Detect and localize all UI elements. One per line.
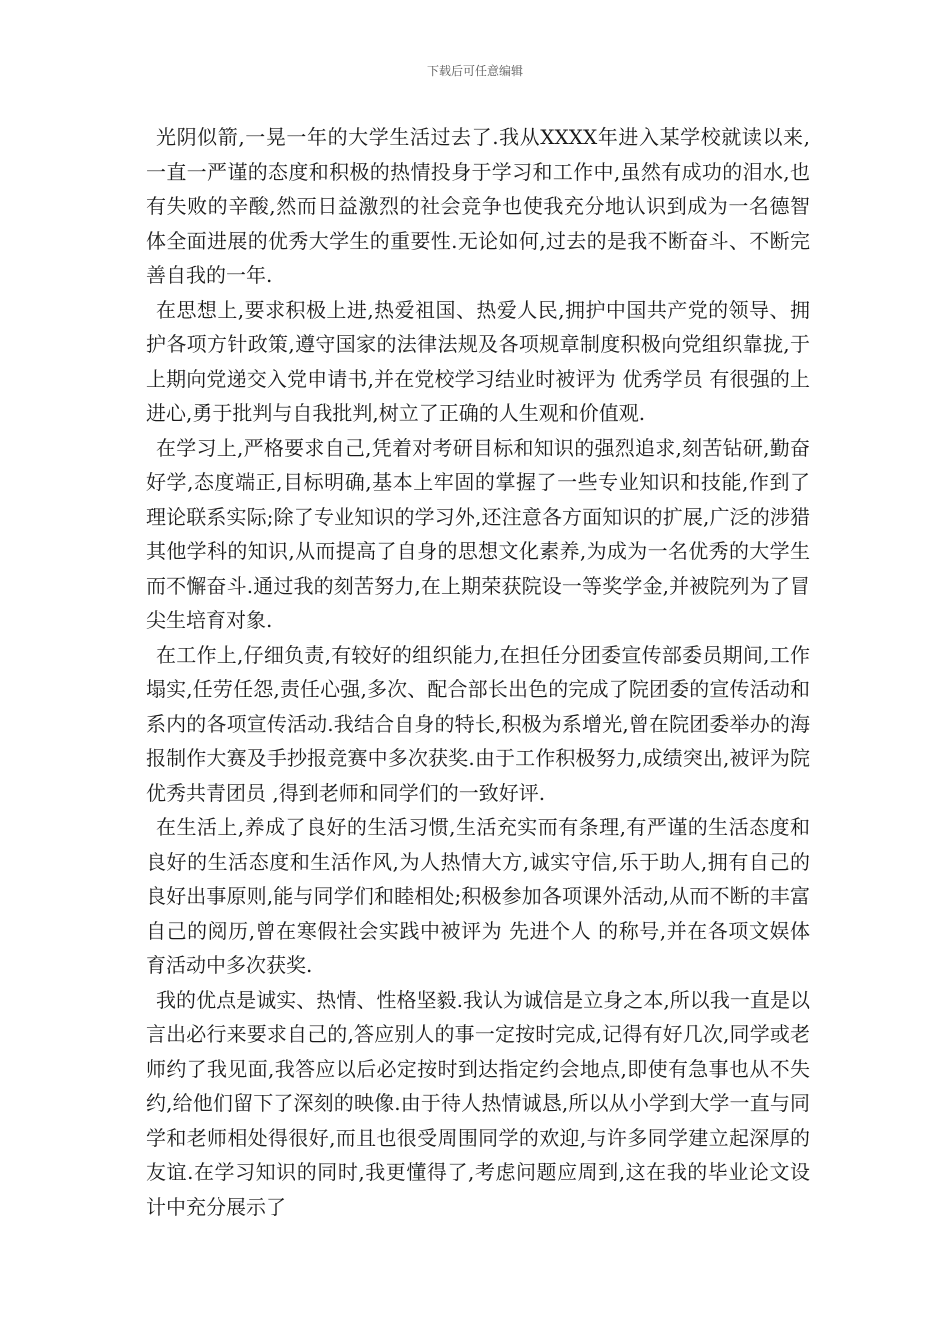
paragraph-strengths: 我的优点是诚实、热情、性格坚毅.我认为诚信是立身之本,所以我一直是以言出必行来要求自己的,答应别人的事一定按时完成,记得有好几次,同学或老师约了我见面,我答应以后必定按时到达指定约会地点,即使有急事也从不失约,给他们留下了深刻的映像.由于待人热情诚恳,所以从小学到大学一直与同学和老师相处得很好,而且也很受周围同学的欢迎,与许多同学建立起深厚的友谊.在学习知识的同时,我更懂得了,考虑问题应周到,这在我的毕业论文设计中充分展示了: [146, 987, 810, 1219]
paragraph-study: 在学习上,严格要求自己,凭着对考研目标和知识的强烈追求,刻苦钻研,勤奋好学,态度端正,目标明确,基本上牢固的掌握了一些专业知识和技能,作到了理论联系实际;除了专业知识的学习外,还注意各方面知识的扩展,广泛的涉猎其他学科的知识,从而提高了自身的思想文化素养,为成为一名优秀的大学生而不懈奋斗.通过我的刻苦努力,在上期荣获院设一等奖学金,并被院列为了冒尖生培育对象.: [146, 435, 810, 632]
page-header: 下载后可任意编辑: [426, 64, 523, 78]
paragraph-intro: 光阴似箭,一晃一年的大学生活过去了.我从XXXX年进入某学校就读以来,一直一严谨的态度和积极的热情投身于学习和工作中,虽然有成功的泪水,也有失败的辛酸,然而日益激烈的社会竞争也使我充分地认识到成为一名德智体全面进展的优秀大学生的重要性.无论如何,过去的是我不断奋斗、不断完善自我的一年.: [146, 125, 810, 287]
paragraph-work: 在工作上,仔细负责,有较好的组织能力,在担任分团委宣传部委员期间,工作塌实,任劳任怨,责任心强,多次、配合部长出色的完成了院团委的宣传活动和系内的各项宣传活动.我结合自身的特长,积极为系增光,曾在院团委举办的海报制作大赛及手抄报竞赛中多次获奖.由于工作积极努力,成绩突出,被评为院 优秀共青团员 ,得到老师和同学们的一致好评.: [146, 642, 810, 805]
paragraph-life: 在生活上,养成了良好的生活习惯,生活充实而有条理,有严谨的生活态度和良好的生活态度和生活作风,为人热情大方,诚实守信,乐于助人,拥有自己的良好出事原则,能与同学们和睦相处;积极参加各项课外活动,从而不断的丰富自己的阅历,曾在寒假社会实践中被评为 先进个人 的称号,并在各项文娱体育活动中多次获奖.: [146, 815, 810, 977]
document-body: [146, 120, 810, 1224]
paragraph-thought: 在思想上,要求积极上进,热爱祖国、热爱人民,拥护中国共产党的领导、拥护各项方针政策,遵守国家的法律法规及各项规章制度积极向党组织靠拢,于上期向党递交入党申请书,并在党校学习结业时被评为 优秀学员 有很强的上进心,勇于批判与自我批判,树立了正确的人生观和价值观.: [146, 297, 810, 425]
